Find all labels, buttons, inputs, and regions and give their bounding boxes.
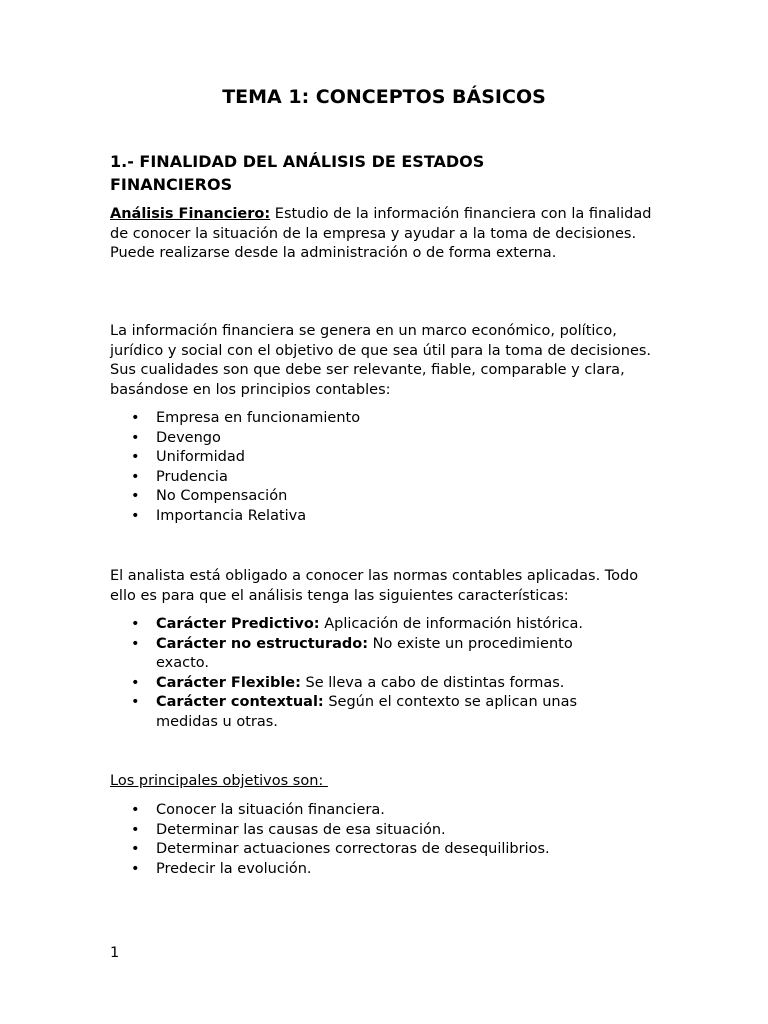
list-item: • Uniformidad [110,448,630,468]
characteristic-text: Aplicación de información histórica. [319,616,584,632]
characteristic-text: Según el contexto se aplican unas medidas u otras. [156,694,578,730]
list-item [110,635,630,674]
objectives-heading [110,772,658,792]
characteristic-term: Carácter contextual: [156,694,324,711]
definition-text: Estudio de la información financiera con la finalidad de conocer la situación de la empresa y ayudar a la toma de decisiones. Puede realizarse desde la administración o de forma externa. [110,206,652,261]
characteristics-list [110,615,630,733]
section-heading: 1.- FINALIDAD DEL ANÁLISIS DE ESTADOS FINANCIEROS [110,152,485,194]
document-title: TEMA 1: CONCEPTOS BÁSICOS [222,86,546,108]
objectives-heading-text: Los principales objetivos son: [110,773,328,789]
list-item: • No Compensación [110,487,630,507]
list-item: • Importancia Relativa [110,507,630,527]
definition-paragraph [110,205,658,264]
list-item [110,693,630,732]
objectives-list [110,801,630,879]
principles-list [110,409,630,527]
characteristic-term: Carácter Predictivo: [156,616,320,632]
information-paragraph: La información financiera se genera en un marco económico, político, jurídico y social con el objetivo de que sea útil para la toma de decisiones. Sus cualidades son que debe ser relevante, fiable, comparable y clara, basándose en los principios contables: [110,323,652,398]
characteristic-term: Carácter no estructurado: [156,635,369,652]
list-item: • Empresa en funcionamiento [110,409,630,429]
page-number: 1 [110,945,120,961]
list-item: • Conocer la situación financiera. [110,801,630,821]
list-item: • Determinar actuaciones correctoras de desequilibrios. [110,840,630,860]
list-item: • Prudencia [110,468,630,488]
definition-term: Análisis Financiero: [110,206,271,222]
characteristic-text: No existe un procedimiento exacto. [156,635,573,672]
characteristic-text: Se lleva a cabo de distintas formas. [300,674,565,691]
list-item [110,615,630,635]
list-item: • Predecir la evolución. [110,860,630,880]
analyst-paragraph: El analista está obligado a conocer las normas contables aplicadas. Todo ello es para que el análisis tenga las siguientes características: [110,568,639,604]
list-item: • Devengo [110,429,630,449]
characteristic-term: Carácter Flexible: [156,674,301,691]
list-item [110,674,630,694]
list-item: • Determinar las causas de esa situación. [110,821,630,841]
